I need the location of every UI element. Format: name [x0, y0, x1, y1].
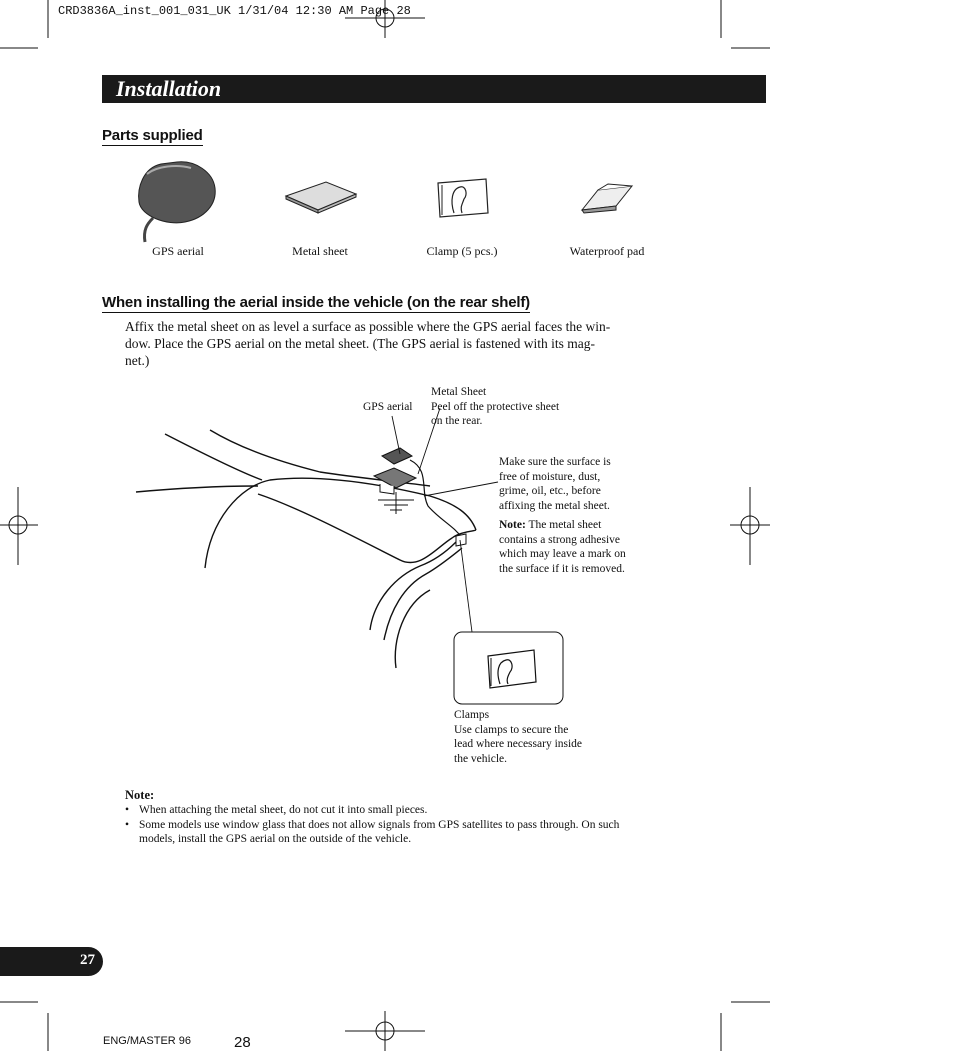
note-section	[125, 788, 655, 847]
adhesive-note-line: contains a strong adhesive	[499, 533, 621, 546]
diagram-label-metal-sheet	[431, 385, 559, 429]
part-label-waterproof-pad: Waterproof pad	[569, 244, 645, 258]
surface-note-line: Make sure the surface is	[499, 456, 611, 468]
note-bullet: • Some models use window glass that does not allow signals from GPS satellites to pass through. On such models, install the GPS aerial on the outside of the vehicle.	[125, 818, 655, 847]
clamps-desc-line: the vehicle.	[454, 752, 508, 765]
parts-supplied-heading: Parts supplied	[102, 127, 203, 144]
note-list	[125, 803, 655, 847]
page-title: Installation	[116, 76, 222, 101]
surface-note-line: free of moisture, dust,	[499, 470, 601, 483]
clamps-desc-line: lead where necessary inside	[454, 738, 583, 750]
diagram-surface-note	[499, 455, 611, 513]
footer-master: ENG/MASTER 96	[103, 1035, 192, 1047]
page-number-tab	[0, 947, 103, 976]
inside-vehicle-heading: When installing the aerial inside the vehicle (on the rear shelf)	[102, 294, 530, 311]
adhesive-note-line: The metal sheet	[525, 519, 602, 531]
body-line: Affix the metal sheet on as level a surface as possible where the GPS aerial faces the win-	[125, 319, 611, 334]
adhesive-note-line: the surface if it is removed.	[499, 562, 625, 575]
part-label-clamp: Clamp (5 pcs.)	[426, 244, 498, 258]
print-header: CRD3836A_inst_001_031_UK 1/31/04 12:30 AM Page 28	[58, 4, 411, 18]
metal-sheet-desc-line: Peel off the protective sheet	[431, 400, 560, 413]
footer-number: 28	[234, 1034, 251, 1051]
page-number: 27	[80, 952, 95, 968]
diagram-label-gps-aerial: GPS aerial	[363, 401, 413, 413]
diagram-adhesive-note	[499, 518, 626, 576]
metal-sheet-title: Metal Sheet	[431, 386, 487, 398]
body-line: dow. Place the GPS aerial on the metal sheet. (The GPS aerial is fastened with its mag-	[125, 336, 596, 351]
clamps-title: Clamps	[454, 709, 490, 721]
note-bullet: • When attaching the metal sheet, do not cut it into small pieces.	[125, 803, 655, 818]
diagram-clamps-note	[454, 708, 582, 766]
adhesive-note-label: Note:	[499, 519, 526, 531]
part-label-gps-aerial: GPS aerial	[152, 244, 204, 258]
clamps-desc-line: Use clamps to secure the	[454, 723, 569, 736]
surface-note-line: grime, oil, etc., before	[499, 485, 601, 497]
part-label-metal-sheet: Metal sheet	[292, 244, 348, 258]
metal-sheet-desc-line: on the rear.	[431, 415, 483, 427]
surface-note-line: affixing the metal sheet.	[499, 499, 610, 512]
note-heading: Note:	[125, 788, 155, 802]
body-line: net.)	[125, 353, 150, 368]
adhesive-note-line: which may leave a mark on	[499, 548, 626, 560]
